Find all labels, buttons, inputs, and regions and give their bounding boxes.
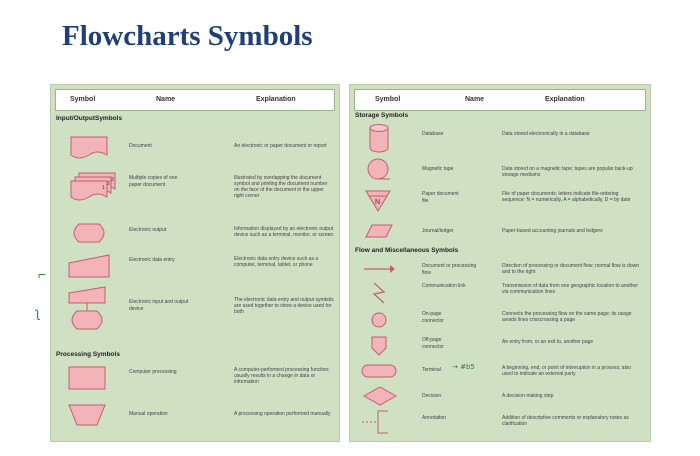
row-name: Journal/ledger	[422, 228, 454, 234]
header-explanation: Explanation	[545, 96, 585, 103]
row-name: Electronic data entry	[129, 257, 175, 263]
left-table	[50, 84, 340, 442]
annotation-icon	[360, 409, 400, 435]
electronic-data-entry-icon	[67, 253, 111, 279]
row-explanation: Connects the processing flow on the same page; its usage avoids lines crisscrossing a page	[502, 311, 632, 323]
flow-arrow-icon	[362, 263, 396, 275]
file-letter: N	[375, 199, 381, 206]
document-icon	[69, 135, 109, 161]
row-explanation: The electronic data entry and output symbols are used together to show a device used for both	[234, 297, 334, 315]
row-name: On-page connector	[422, 311, 444, 324]
row-name: Multiple copies of one paper document	[129, 175, 178, 188]
page-title: Flowcharts Symbols	[62, 20, 313, 52]
doc-number-1: 1	[102, 185, 105, 191]
database-icon	[368, 123, 390, 153]
row-explanation: Addition of descriptive comments or explanatory notes as clarification	[502, 415, 629, 427]
row-explanation: Transmission of data from one geographic location to another via communication lines	[502, 283, 639, 295]
row-explanation: An electronic or paper document or report	[234, 143, 327, 149]
on-page-connector-icon	[370, 311, 388, 329]
row-explanation: A decision-making step	[502, 393, 554, 399]
journal-ledger-icon	[364, 223, 394, 239]
header-name: Name	[156, 96, 176, 103]
magnetic-tape-icon	[366, 157, 392, 183]
decision-icon	[362, 385, 398, 407]
left-header	[55, 89, 335, 111]
section-io: Input/OutputSymbols	[56, 115, 123, 122]
communication-link-icon	[368, 281, 390, 305]
row-explanation: Information displayed by an electronic output device such as a terminal, monitor, or screen	[234, 226, 334, 238]
header-symbol: Symbol	[70, 96, 96, 103]
row-explanation: Direction of processing or document flow; normal flow is down and to the right	[502, 263, 640, 275]
section-flow: Flow and Miscellaneous Symbols	[355, 247, 459, 254]
row-name: Electronic output	[129, 227, 167, 233]
row-explanation: A processing operation performed manually	[234, 411, 331, 417]
electronic-io-device-icon	[63, 285, 113, 333]
handwritten-note: → #b5	[452, 363, 475, 371]
manual-operation-icon	[67, 403, 107, 427]
row-explanation: File of paper documents; letters indicate file-ordering sequence: N = numerically, A = alphabetically, D = by date	[502, 191, 631, 203]
row-name: Annotation	[422, 415, 446, 421]
right-table	[349, 84, 651, 442]
section-storage: Storage Symbols	[355, 112, 409, 119]
terminal-icon	[360, 363, 398, 379]
check-mark-icon: ʅ	[36, 304, 40, 320]
row-explanation: Paper-based accounting journals and ledgers	[502, 228, 603, 234]
row-name: Terminal	[422, 367, 441, 373]
row-name: Database	[422, 131, 444, 137]
row-name: Manual operation	[129, 411, 168, 417]
row-explanation: An entry from, or an exit to, another page	[502, 339, 594, 345]
row-name: Computer processing	[129, 369, 177, 375]
check-mark-icon: ⌐	[38, 266, 47, 282]
header-explanation: Explanation	[256, 96, 296, 103]
doc-number-3: 3	[111, 177, 114, 183]
header-name: Name	[465, 96, 485, 103]
row-name: Paper document file	[422, 191, 459, 204]
right-header	[354, 89, 646, 111]
row-name: Document or processing flow	[422, 263, 477, 276]
row-name: Electronic input and output device	[129, 299, 189, 312]
row-explanation: Electronic data entry device such as a computer, terminal, tablet, or phone	[234, 256, 319, 268]
multiple-documents-icon	[69, 171, 117, 201]
row-explanation: Data stored electronically in a database	[502, 131, 590, 137]
doc-number-2: 2	[107, 181, 110, 187]
electronic-output-icon	[67, 222, 111, 244]
row-explanation: Illustrated by overlapping the document symbol and printing the document number on the face of the document in the upper right corner	[234, 175, 328, 199]
row-name: Communication link	[422, 283, 466, 289]
row-explanation: A computer-performed processing function; usually results in a change in data or information	[234, 367, 330, 385]
header-symbol: Symbol	[375, 96, 401, 103]
computer-processing-icon	[67, 365, 107, 391]
row-name: Magnetic tape	[422, 166, 454, 172]
section-processing: Processing Symbols	[56, 351, 120, 358]
row-explanation: Data stored on a magnetic tape; tapes are popular back-up storage mediums	[502, 166, 633, 178]
row-name: Decision	[422, 393, 442, 399]
off-page-connector-icon	[370, 335, 388, 357]
row-explanation: A beginning, end, or point of interruption in a process; also used to indicate an external party	[502, 365, 631, 377]
row-name: Document	[129, 143, 152, 149]
row-name: Off-page connector	[422, 337, 444, 350]
paper-file-icon	[364, 189, 392, 213]
